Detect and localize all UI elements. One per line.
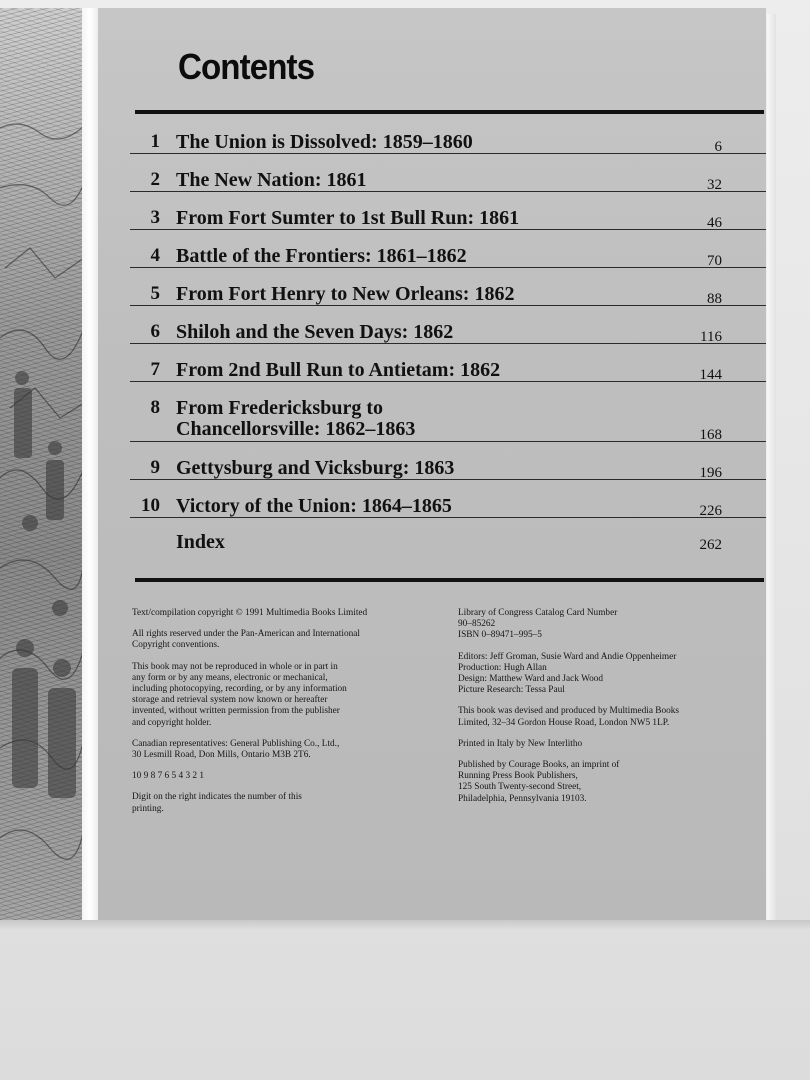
toc-row <box>130 268 766 306</box>
publisher-info: Published by Courage Books, an imprint of Running Press Book Publishers, 125 South Twenty-second Street, Philadelphia, Pennsylvania 19103. <box>458 760 620 804</box>
chapter-title: From 2nd Bull Run to Antietam: 1862 <box>176 359 501 381</box>
facing-page-engraving <box>0 8 84 920</box>
copyright-line: Text/compilation copyright © 1991 Multimedia Books Limited <box>132 608 368 618</box>
toc-row <box>130 382 766 442</box>
printing-note: Digit on the right indicates the number of this printing. <box>132 792 302 814</box>
chapter-title: Battle of the Frontiers: 1861–1862 <box>176 245 467 267</box>
rights-reserved: All rights reserved under the Pan-American and International Copyright conventions. <box>132 629 360 651</box>
chapter-title-line-1: From Fredericksburg to <box>176 397 384 419</box>
producer-info: This book was devised and produced by Multimedia Books Limited, 32–34 Gordon House Road, London NW5 1LP. <box>458 706 680 728</box>
chapter-number: 2 <box>150 169 160 190</box>
chapter-title: From Fort Sumter to 1st Bull Run: 1861 <box>176 207 520 229</box>
index-title: Index <box>176 531 225 553</box>
catalog-info: Library of Congress Catalog Card Number 90–85262 ISBN 0–89471–995–5 <box>458 608 618 641</box>
chapter-title: Shiloh and the Seven Days: 1862 <box>176 321 454 343</box>
chapter-title: Gettysburg and Vicksburg: 1863 <box>176 457 455 479</box>
title-rule <box>135 110 764 114</box>
chapter-page: 6 <box>714 139 722 155</box>
toc-row <box>130 230 766 268</box>
staff-credits: Editors: Jeff Groman, Susie Ward and Andie Oppenheimer Production: Hugh Allan Design: Matthew Ward and Jack Wood Picture Research: Tessa Paul <box>458 651 677 696</box>
page-title: Contents <box>178 46 315 87</box>
chapter-title <box>176 398 646 440</box>
chapter-number: 5 <box>150 283 160 304</box>
chapter-page: 196 <box>699 465 722 481</box>
page-gutter <box>82 8 98 920</box>
contents-bottom-rule <box>135 578 764 582</box>
chapter-page: 32 <box>707 177 722 193</box>
chapter-number: 3 <box>150 207 160 228</box>
toc-row <box>130 480 766 518</box>
chapter-number: 1 <box>150 131 160 152</box>
chapter-page: 144 <box>699 367 722 383</box>
chapter-page: 70 <box>707 253 722 269</box>
chapter-page: 116 <box>700 329 722 345</box>
soldiers-engraving-illustration <box>0 8 84 920</box>
chapter-number: 10 <box>141 495 160 516</box>
toc-row <box>130 306 766 344</box>
chapter-title: The Union is Dissolved: 1859–1860 <box>176 131 473 153</box>
toc-row <box>130 116 766 154</box>
chapter-title-line-2: Chancellorsville: 1862–1863 <box>176 418 416 440</box>
index-page: 262 <box>699 537 722 553</box>
chapter-title: Victory of the Union: 1864–1865 <box>176 495 452 517</box>
chapter-number: 8 <box>150 397 160 418</box>
printer-info: Printed in Italy by New Interlitho <box>458 738 583 749</box>
table-of-contents <box>130 116 766 554</box>
canadian-representatives: Canadian representatives: General Publishing Co., Ltd., 30 Lesmill Road, Don Mills, Ontario M3B 2T6. <box>132 738 340 761</box>
chapter-number: 4 <box>150 245 160 266</box>
publication-details <box>458 608 758 815</box>
chapter-title: From Fort Henry to New Orleans: 1862 <box>176 283 515 305</box>
chapter-page: 226 <box>699 503 722 519</box>
chapter-page: 46 <box>707 215 722 231</box>
toc-row-index <box>130 518 766 554</box>
chapter-number: 9 <box>150 457 160 478</box>
chapter-page: 88 <box>707 291 722 307</box>
toc-row <box>130 344 766 382</box>
chapter-number: 6 <box>150 321 160 342</box>
contents-page <box>98 8 766 920</box>
page-shadow <box>0 920 810 930</box>
chapter-number: 7 <box>150 359 160 380</box>
copyright-block <box>132 608 422 825</box>
printing-number-line: 10 9 8 7 6 5 4 3 2 1 <box>132 771 205 782</box>
chapter-page: 168 <box>699 427 722 443</box>
toc-row <box>130 192 766 230</box>
toc-row <box>130 442 766 480</box>
chapter-title: The New Nation: 1861 <box>176 169 367 191</box>
reproduction-notice: This book may not be reproduced in whole or in part in any form or by any means, electronic or mechanical, including photocopying, recording, or by any information storage and retrieval system now known or hereafter invented, without written permission from the publisher and copyright holder. <box>132 661 347 728</box>
toc-row <box>130 154 766 192</box>
